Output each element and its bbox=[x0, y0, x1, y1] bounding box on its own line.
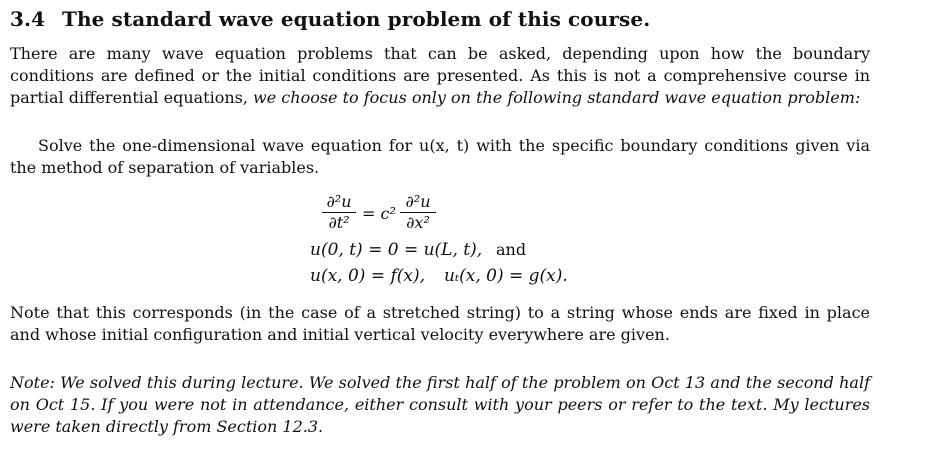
pde-rhs-fraction bbox=[400, 193, 436, 232]
intro-text: There are many wave equation problems that can be asked, depending upon how the boundary conditions are defined or the initial conditions are presented. As this is not a comprehensive course in partial differential equations, bbox=[10, 44, 870, 107]
lecture-note: Note: We solved this during lecture. We solved the first half of the problem on Oct 13 and the second half on Oct 15. If you were not in attendance, either consult with your peers or refer to the text. My lectures were taken directly from Section 12.3. bbox=[10, 373, 870, 436]
boundary-conditions bbox=[310, 240, 482, 260]
pde-rhs-numerator: ∂²u bbox=[405, 192, 431, 211]
pde-equals bbox=[362, 204, 396, 223]
pde-rhs-denominator: ∂x² bbox=[406, 213, 430, 232]
initial-condition-g: uₜ(x, 0) = g(x). bbox=[444, 266, 568, 286]
section-number: 3.4 bbox=[10, 7, 46, 31]
pde-equals-text: = c² bbox=[362, 204, 396, 223]
problem-statement: Solve the one-dimensional wave equation for u(x, t) with the specific boundary conditions given via the method of separation of variables. bbox=[10, 136, 870, 177]
and-word: and bbox=[496, 240, 527, 259]
pde-lhs-numerator: ∂²u bbox=[326, 192, 352, 211]
pde-lhs-fraction bbox=[322, 193, 356, 232]
initial-condition-f: u(x, 0) = f(x), bbox=[310, 266, 426, 286]
section-title: The standard wave equation problem of this course. bbox=[62, 7, 651, 31]
pde-lhs-denominator: ∂t² bbox=[328, 213, 350, 232]
intro-emphasis: we choose to focus only on the following standard wave equation problem: bbox=[253, 88, 861, 107]
boundary-conditions-text: u(0, t) = 0 = u(L, t), bbox=[310, 240, 483, 260]
intro-paragraph bbox=[10, 43, 870, 109]
section-heading bbox=[10, 7, 650, 31]
document-page bbox=[10, 0, 910, 449]
string-note: Note that this corresponds (in the case of a stretched string) to a string whose ends are fixed in place and whose initial configuration and initial vertical velocity everywhere are given. bbox=[10, 303, 870, 344]
